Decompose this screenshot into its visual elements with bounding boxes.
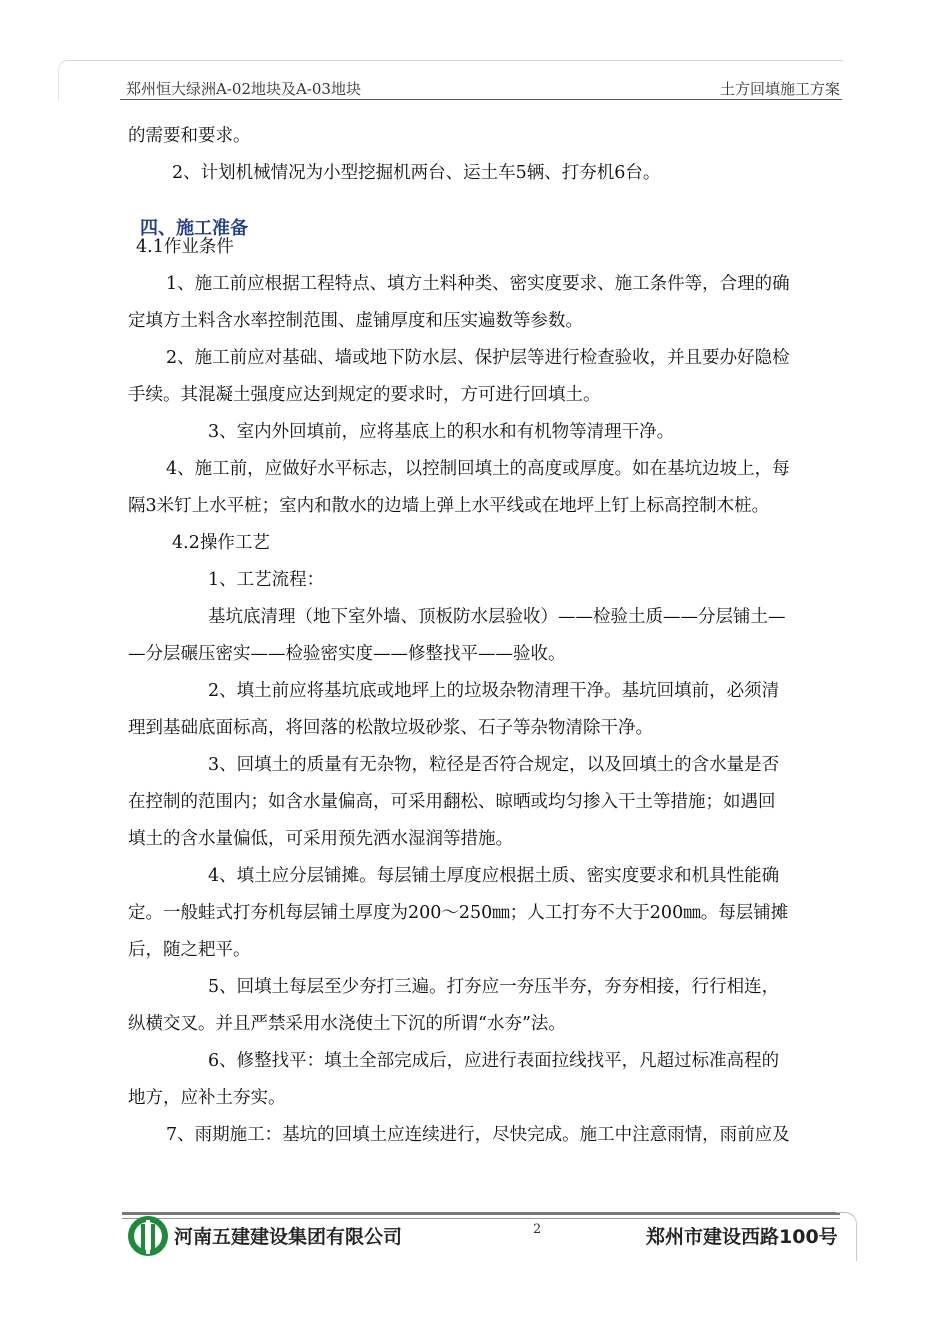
section-heading: 四、施工准备 [140, 218, 248, 239]
body-text [128, 118, 845, 1154]
text-line: 1、工艺流程： [208, 570, 325, 590]
text-line: 4.1作业条件 [136, 237, 234, 257]
company-logo-icon [126, 1214, 170, 1258]
text-line: 7、雨期施工：基坑的回填土应连续进行，尽快完成。施工中注意雨情，雨前应及 [166, 1125, 790, 1145]
text-line: 4、施工前，应做好水平标志，以控制回填土的高度或厚度。如在基坑边坡上，每 [166, 459, 790, 479]
text-line: 地方，应补土夯实。 [128, 1088, 286, 1108]
text-line: 定。一般蛙式打夯机每层铺土厚度为200～250㎜；人工打夯不大于200㎜。每层铺摊 [128, 903, 789, 923]
text-line: 3、室内外回填前，应将基底上的积水和有机物等清理干净。 [208, 422, 675, 442]
text-line: 2、施工前应对基础、墙或地下防水层、保护层等进行检查验收，并且要办好隐检 [166, 348, 790, 368]
footer-frame [836, 1212, 857, 1261]
header-divider [120, 99, 842, 100]
footer-company-name: 河南五建建设集团有限公司 [174, 1226, 403, 1248]
text-line: 6、修整找平：填土全部完成后，应进行表面拉线找平，凡超过标准高程的 [208, 1051, 780, 1071]
text-line: 纵横交叉。并且严禁采用水浇使土下沉的所谓“水夯”法。 [128, 1014, 566, 1034]
text-line: 后，随之耙平。 [128, 940, 251, 960]
text-line: 基坑底清理（地下室外墙、顶板防水层验收）——检验土质——分层铺土— [208, 607, 786, 627]
text-line: 的需要和要求。 [128, 126, 251, 146]
text-line: 4、填土应分层铺摊。每层铺土厚度应根据土质、密实度要求和机具性能确 [208, 866, 780, 886]
page-number: 2 [533, 1222, 542, 1237]
text-line: 手续。其混凝土强度应达到规定的要求时，方可进行回填土。 [128, 385, 601, 405]
text-line: —分层碾压密实——检验密实度——修整找平——验收。 [128, 644, 566, 664]
header-project-title: 郑州恒大绿洲A-02地块及A-03地块 [126, 80, 361, 98]
text-line: 1、施工前应根据工程特点、填方土料种类、密实度要求、施工条件等，合理的确 [166, 274, 790, 294]
blank-line [128, 192, 845, 229]
text-line: 隔3米钉上水平桩；室内和散水的边墙上弹上水平线或在地坪上钉上标高控制木桩。 [128, 496, 770, 516]
text-line: 4.2操作工艺 [172, 533, 270, 553]
text-line: 理到基础底面标高，将回落的松散垃圾砂浆、石子等杂物清除干净。 [128, 718, 653, 738]
text-line: 定填方土料含水率控制范围、虚铺厚度和压实遍数等参数。 [128, 311, 583, 331]
text-line: 2、填土前应将基坑底或地坪上的垃圾杂物清理干净。基坑回填前，必须清 [208, 681, 780, 701]
text-line: 填土的含水量偏低，可采用预先洒水湿润等措施。 [128, 829, 513, 849]
footer-address: 郑州市建设西路100号 [646, 1226, 838, 1248]
text-line: 3、回填土的质量有无杂物，粒径是否符合规定，以及回填土的含水量是否 [208, 755, 780, 775]
text-line: 在控制的范围内；如含水量偏高，可采用翻松、晾晒或均匀掺入干土等措施；如遇回 [128, 792, 776, 812]
footer-divider [122, 1212, 840, 1215]
footer-divider-thin [122, 1218, 840, 1219]
header-document-title: 土方回填施工方案 [719, 80, 840, 98]
text-line: 2、计划机械情况为小型挖掘机两台、运土车5辆、打夯机6台。 [172, 163, 661, 183]
text-line: 5、回填土每层至少夯打三遍。打夯应一夯压半夯，夯夯相接，行行相连， [208, 977, 780, 997]
